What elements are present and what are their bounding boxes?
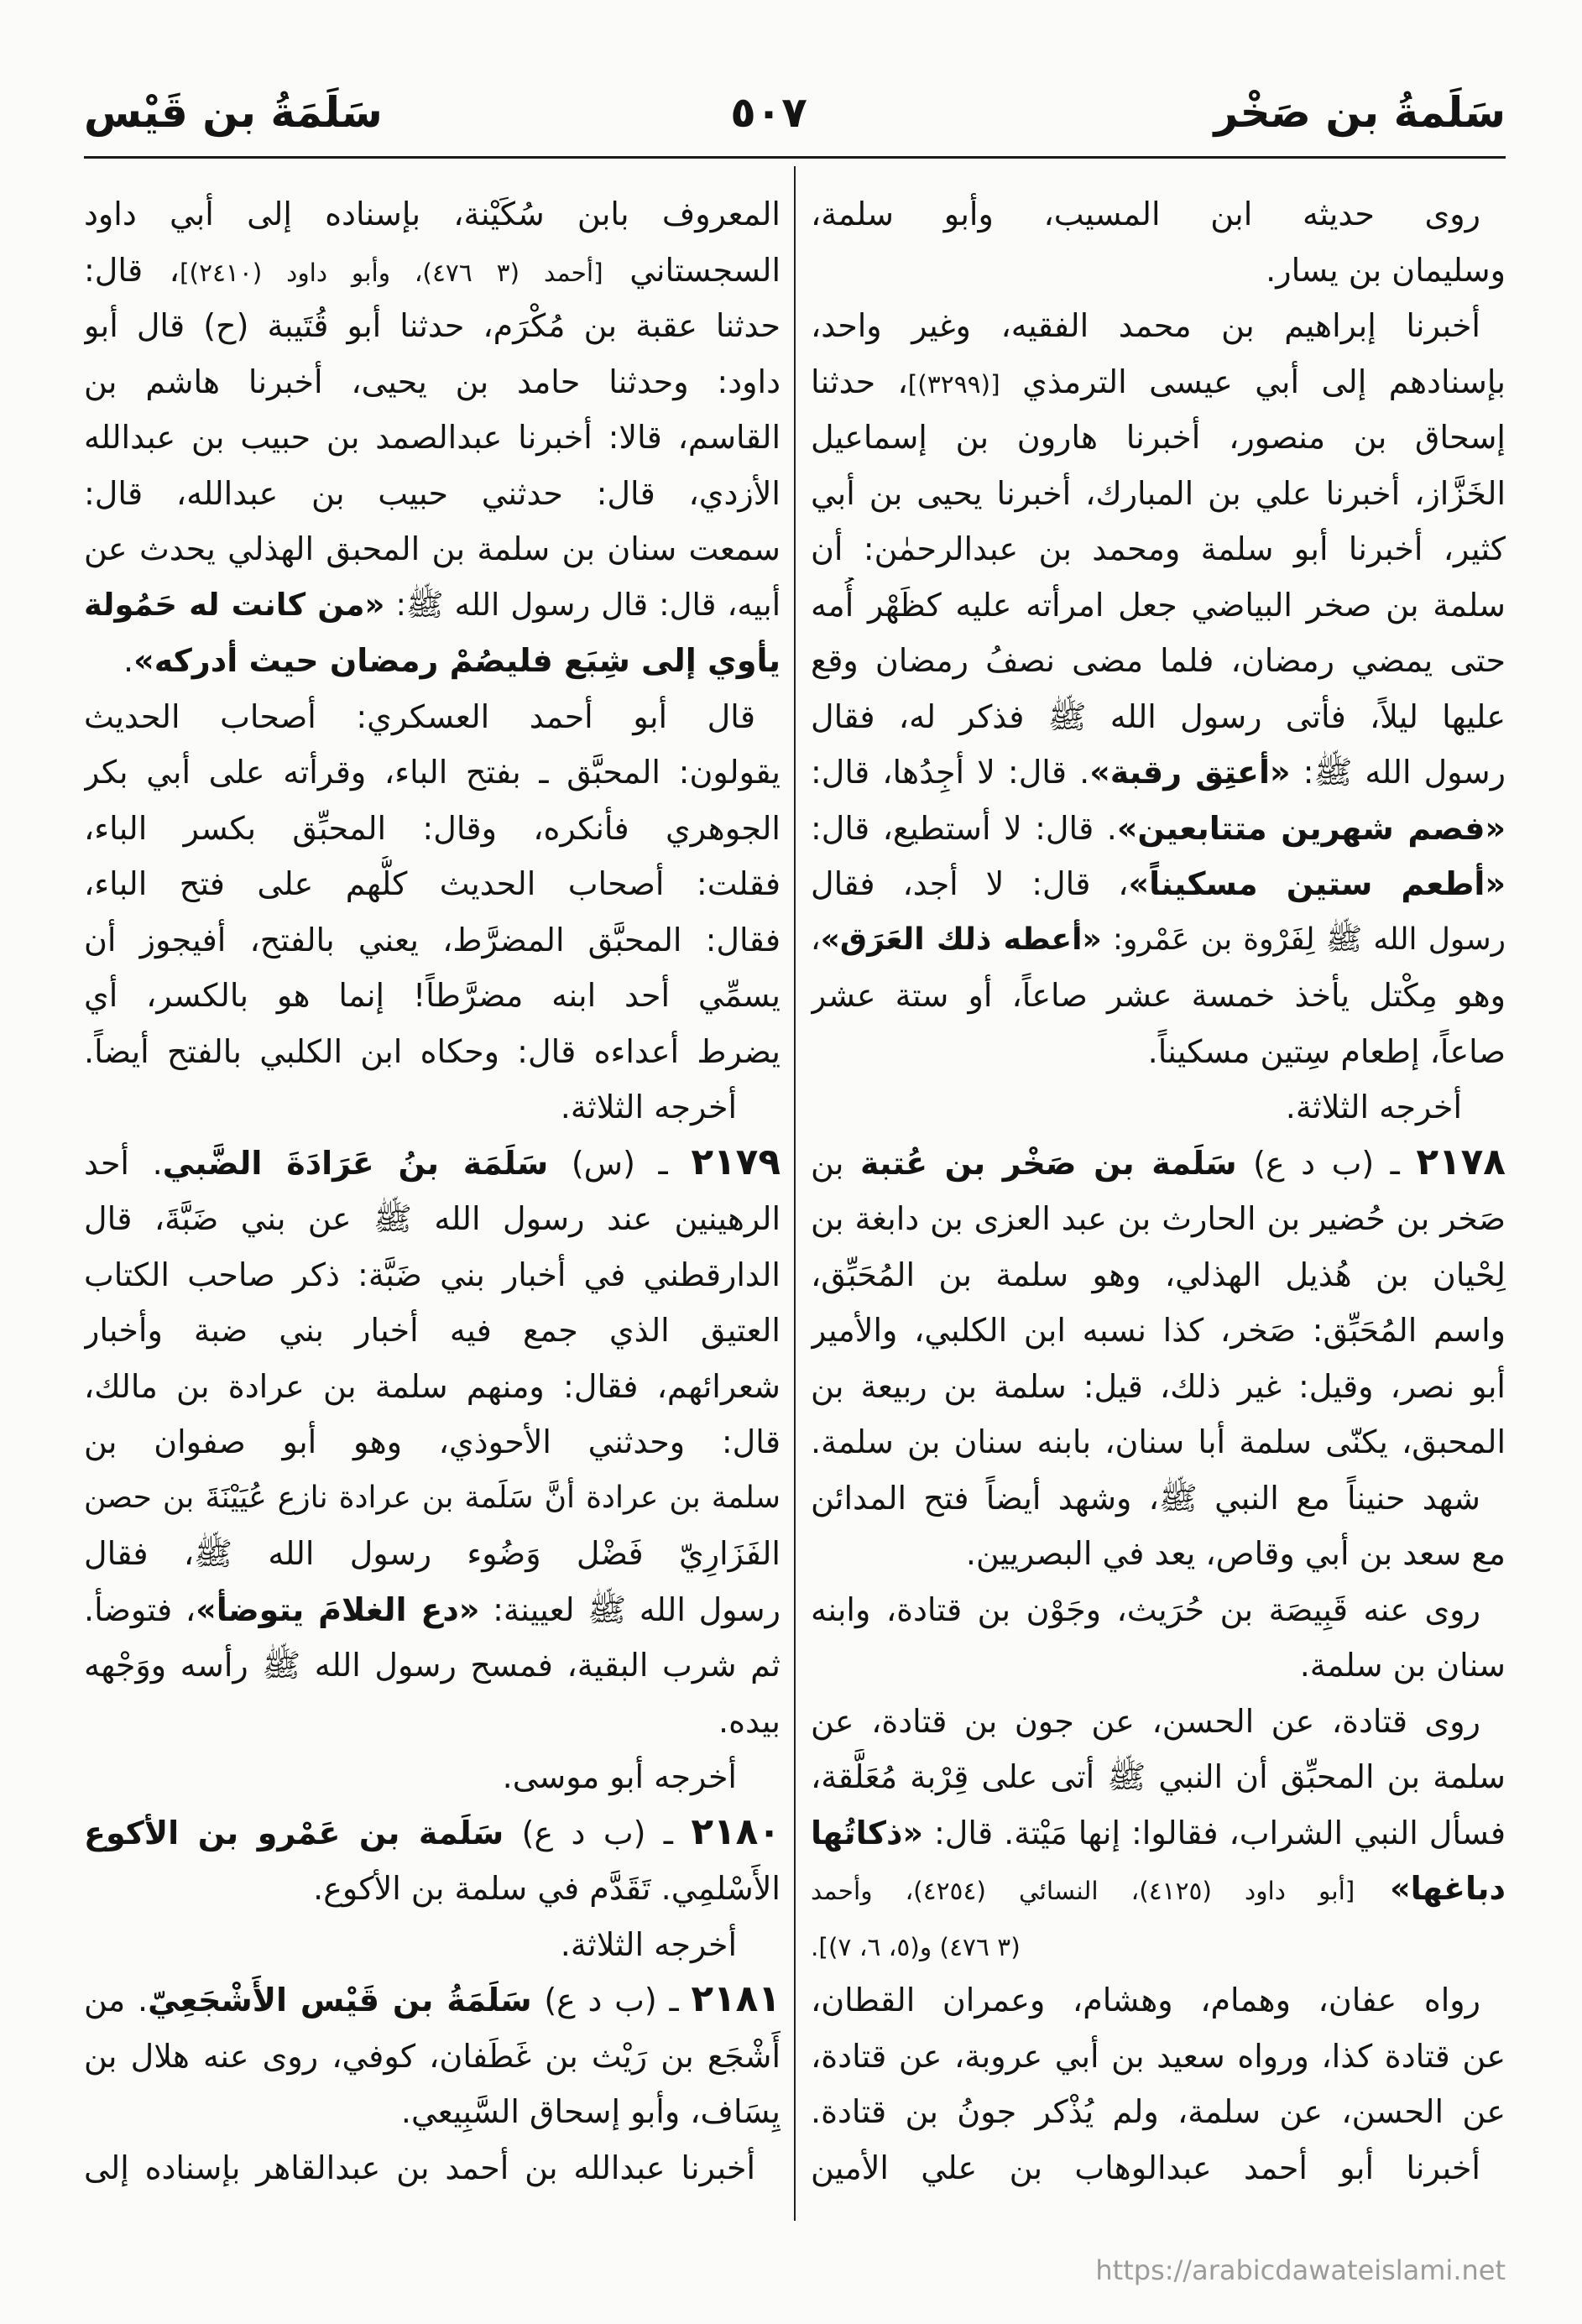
text-segment: . قال: لا أجِدُها، قال: [811, 754, 1090, 791]
text-line: مع سعد بن أبي وقاص، يعد في البصريين. [965, 1535, 1506, 1572]
hadith-quote: «أطعم ستين مسكيناً» [1128, 865, 1506, 902]
right-column [811, 186, 1506, 2201]
text-line: يِسَاف، وأبو إسحاق السَّبِيعي. [400, 2093, 781, 2130]
text-line: صَخر بن حُضير بن الحارث بن عبد العزى بن دابغة بن [811, 1200, 1506, 1237]
text-line: وهو مِكْتل يأخذ خمسة عشر صاعاً، أو ستة عشر [811, 977, 1506, 1014]
text-line: حدثنا عقبة بن مُكْرَم، حدثنا أبو قُتَيبة (ح) قال أبو [84, 307, 781, 344]
text-line: فقلت: أصحاب الحديث كلُّهم على فتح الباء، [84, 865, 781, 902]
text-segment: فسأل النبي الشراب، فقالوا: إنها مَيْتة. قال: [923, 1814, 1506, 1851]
running-head-right: سَلَمةُ بن صَخْر [1214, 88, 1506, 137]
citation: [أحمد (٣ ٤٧٦)، وأبو داود (٢٤١٠)] [179, 257, 603, 287]
text-line: سلمة بن المحبِّق أن النبي ﷺ أتى على قِرْبة مُعَلَّقة، [811, 1758, 1506, 1795]
text-line: المحبق، يكنّى سلمة أبا سنان، بابنه سنان بن سلمة. [811, 1423, 1506, 1460]
header-rule [84, 156, 1506, 159]
hadith-quote: «أعطه ذلك العَرَق» [820, 922, 1102, 957]
entry-name: سَلَمة بن صَخْر بن عُتبة [860, 1144, 1237, 1182]
text-line [811, 801, 1506, 857]
text-line: عن الحسن، عن سلمة، ولم يُذْكر جونُ بن قتادة. [811, 2093, 1506, 2130]
text-line: صاعاً، إطعام سِتين مسكيناً. [1147, 1032, 1506, 1070]
text-line: الخَزَّاز، أخبرنا علي بن المبارك، أخبرنا يحيى بن أبي [811, 474, 1506, 512]
text-line: كثير، أخبرنا أبو سلمة ومحمد بن عبدالرحمٰن: أن [811, 530, 1506, 567]
entry-heading [811, 1136, 1506, 1192]
text-line: القاسم، قالا: أخبرنا عبدالصمد بن حبيب بن عبدالله [84, 419, 781, 456]
text-line: بيده. [718, 1702, 781, 1740]
page-number: ٥٠٧ [730, 88, 807, 137]
text-line [84, 577, 781, 634]
text-segment: أبيه، قال: قال رسول الله ﷺ: [384, 586, 781, 623]
text-line [811, 1805, 1506, 1862]
text-segment: ، قال: [84, 251, 180, 289]
text-line: المعروف بابن سُكَيْنة، بإسناده إلى أبي داود [84, 196, 781, 232]
text-segment: ، فتوضأ. [84, 1590, 196, 1628]
text-line: أخرجه الثلاثة. [560, 1925, 737, 1963]
text-line: أخرجه الثلاثة. [560, 1089, 737, 1125]
entry-number: ٢١٧٨ [1416, 1140, 1506, 1183]
text-line: وسليمان بن يسار. [1266, 251, 1506, 289]
text-line: روى عنه قَبِيصَة بن حُرَيث، وجَوْن بن قتادة، وابنه [811, 1590, 1480, 1628]
text-line: الرهينين عند رسول الله ﷺ عن بني ضَبَّةَ، قال [84, 1200, 781, 1237]
text-segment: . [123, 642, 134, 679]
entry-number: ٢١٨١ [691, 1977, 781, 2020]
text-line: رواه عفان، وهمام، وهشام، وعمران القطان، [811, 1982, 1480, 2018]
text-line: أخرجه الثلاثة. [1285, 1089, 1462, 1125]
hadith-quote: «دع الغلامَ يتوضأ» [196, 1590, 480, 1628]
text-segment: . قال: لا أستطيع، قال: [811, 809, 1117, 847]
text-segment: ـ (ب د ع) [1236, 1144, 1417, 1182]
column-divider [794, 166, 796, 2221]
running-head-left: سَلَمَةُ بن قَيْس [84, 88, 383, 137]
text-line [84, 243, 781, 299]
text-line: حتى يمضي رمضان، فلما مضى نصفُ رمضان وقع [811, 642, 1506, 679]
text-line: واسم المُحَبِّق: صَخر، كذا نسبه ابن الكلبي، والأمير [811, 1312, 1506, 1349]
text-line: قال أبو أحمد العسكري: أصحاب الحديث [84, 697, 755, 735]
citation: (٣ ٤٧٦) و(٥، ٦، ٧)]. [811, 1931, 1021, 1961]
entry-heading [84, 1972, 781, 2029]
text-line: العتيق الذي جمع فيه أخبار بني ضبة وأخبار [84, 1312, 781, 1349]
text-segment: ـ (س) [548, 1144, 692, 1182]
text-line: روى حديثه ابن المسيب، وأبو سلمة، [811, 196, 1480, 232]
text-line: أخبرنا إبراهيم بن محمد الفقيه، وغير واحد، [811, 307, 1480, 344]
text-line: سلمة بن عرادة أنَّ سَلَمة بن عرادة نازع عُيَيْنَةَ بن حصن [84, 1480, 781, 1515]
entry-name: سَلَمَة بنُ عَرَادَةَ الضَّبي [162, 1144, 549, 1182]
text-segment: . من [84, 1982, 149, 2018]
text-line: أخرجه أبو موسى. [502, 1758, 737, 1795]
text-segment: . أحد [84, 1144, 163, 1182]
text-segment [1355, 1870, 1390, 1907]
left-column [84, 186, 781, 2201]
text-line: شعرائهم، فقال: ومنهم سلمة بن عرادة بن مالك، [84, 1367, 781, 1405]
hadith-quote: «فصم شهرين متتابعين» [1116, 809, 1506, 847]
text-line [811, 744, 1506, 801]
citation: [(٣٢٩٩)] [907, 368, 1000, 399]
text-segment: ـ (ب د ع) [531, 1982, 692, 2018]
text-segment: ، [811, 922, 821, 957]
text-line: أَشْجَع بن رَيْث بن غَطَفان، كوفي، روى عنه هلال بن [84, 2037, 781, 2075]
text-line: سلمة بن صخر البياضي جعل امرأته عليه كظَهْر أُمه [811, 586, 1506, 624]
text-segment: بن [811, 1144, 860, 1182]
text-line [811, 1861, 1506, 1917]
text-line: لِحْيان بن هُذيل الهذلي، وهو سلمة بن المُحَبِّق، [811, 1256, 1506, 1293]
text-line [811, 856, 1506, 912]
text-line: الدارقطني في أخبار بني ضَبَّة: ذكر صاحب الكتاب [84, 1256, 781, 1293]
hadith-quote: «من كانت له حَمُولة [84, 586, 385, 623]
text-line: أخبرنا أبو أحمد عبدالوهاب بن علي الأمين [811, 2149, 1480, 2186]
text-line: الفَزَارِيّ فَضْل وَضُوء رسول الله ﷺ، فقال [84, 1535, 781, 1572]
text-line: أخبرنا عبدالله بن أحمد بن عبدالقاهر بإسناده إلى [84, 2149, 755, 2186]
text-segment: ، قال: لا أجد، فقال [811, 865, 1129, 902]
text-line [811, 1917, 1506, 1973]
text-line: داود: وحدثنا حامد بن يحيى، أخبرنا هاشم بن [84, 363, 781, 400]
entry-name: سَلَمَةُ بن قَيْس الأَشْجَعِيّ [148, 1982, 532, 2018]
text-line [811, 912, 1506, 969]
text-line: سنان بن سلمة. [1299, 1647, 1506, 1684]
text-line: فقال: المحبَّق المضرَّط، يعني بالفتح، أفيجوز أن [84, 921, 781, 958]
text-line [811, 354, 1506, 410]
text-segment: رسول الله ﷺ لعيينة: [479, 1590, 781, 1628]
text-segment: ـ (ب د ع) [504, 1814, 692, 1851]
hadith-quote: دباغها» [1390, 1870, 1506, 1907]
text-line [84, 1582, 781, 1638]
text-line: أبو نصر، وقيل: غير ذلك، قيل: سلمة بن ربيعة بن [811, 1367, 1506, 1405]
text-line: روى قتادة، عن الحسن، عن جون بن قتادة، عن [811, 1702, 1480, 1740]
watermark: https://arabicdawateislami.net [1095, 2254, 1506, 2286]
entry-heading [84, 1136, 781, 1192]
hadith-quote: «أعتِق رقبة» [1089, 754, 1291, 791]
entry-heading [84, 1805, 781, 1862]
entry-number: ٢١٨٠ [691, 1810, 781, 1853]
text-line: الأَسْلمِي. تَقَدَّم في سلمة بن الأكوع. [313, 1870, 781, 1907]
text-line: قال: وحدثني الأحوذي، وهو أبو صفوان بن [84, 1423, 781, 1460]
text-line: سمعت سنان بن سلمة بن المحبق الهذلي يحدث عن [84, 530, 781, 567]
text-line: عن قتادة كذا، ورواه سعيد بن أبي عروبة، عن قتادة، [811, 2037, 1506, 2075]
text-line: الجوهري فأنكره، وقال: المحبِّق بكسر الباء، [84, 809, 781, 847]
citation: [أبو داود (٤١٢٥)، النسائي (٤٢٥٤)، وأحمد [811, 1876, 1355, 1905]
text-line: إسحاق بن منصور، أخبرنا هارون بن إسماعيل [811, 419, 1506, 456]
text-segment: رسول الله ﷺ لِفَرْوة بن عَمْرو: [1101, 922, 1506, 957]
hadith-quote: «ذكاتُها [811, 1814, 924, 1851]
hadith-quote: يأوي إلى شِبَع فليصُمْ رمضان حيث أدركه» [133, 642, 781, 679]
text-line: شهد حنيناً مع النبي ﷺ، وشهد أيضاً فتح المدائن [811, 1479, 1480, 1517]
text-line: يقولون: المحبَّق ـ بفتح الباء، وقرأته على أبي بكر [84, 754, 781, 791]
text-line: ثم شرب البقية، فمسح رسول الله ﷺ رأسه ووَجْهه [84, 1647, 781, 1684]
entry-number: ٢١٧٩ [691, 1140, 781, 1183]
text-segment: رسول الله ﷺ: [1290, 754, 1506, 791]
text-segment: السجستاني [603, 251, 781, 289]
text-segment: بإسنادهم إلى أبي عيسى الترمذي [1000, 363, 1506, 400]
text-line [84, 633, 781, 689]
text-line: يضرط أعداءه قال: وحكاه ابن الكلبي بالفتح أيضاً. [84, 1032, 781, 1070]
text-line: يسمِّي أحد ابنه مضرَّطاً! إنما هو بالكسر، أي [84, 977, 781, 1014]
text-line: عليها ليلاً، فأتى رسول الله ﷺ فذكر له، فقال [811, 697, 1506, 735]
text-segment: ، حدثنا [811, 363, 908, 400]
entry-name: سَلَمة بن عَمْرو بن الأكوع [84, 1814, 504, 1851]
text-line: الأزدي، قال: حدثني حبيب بن عبدالله، قال: [84, 474, 781, 512]
